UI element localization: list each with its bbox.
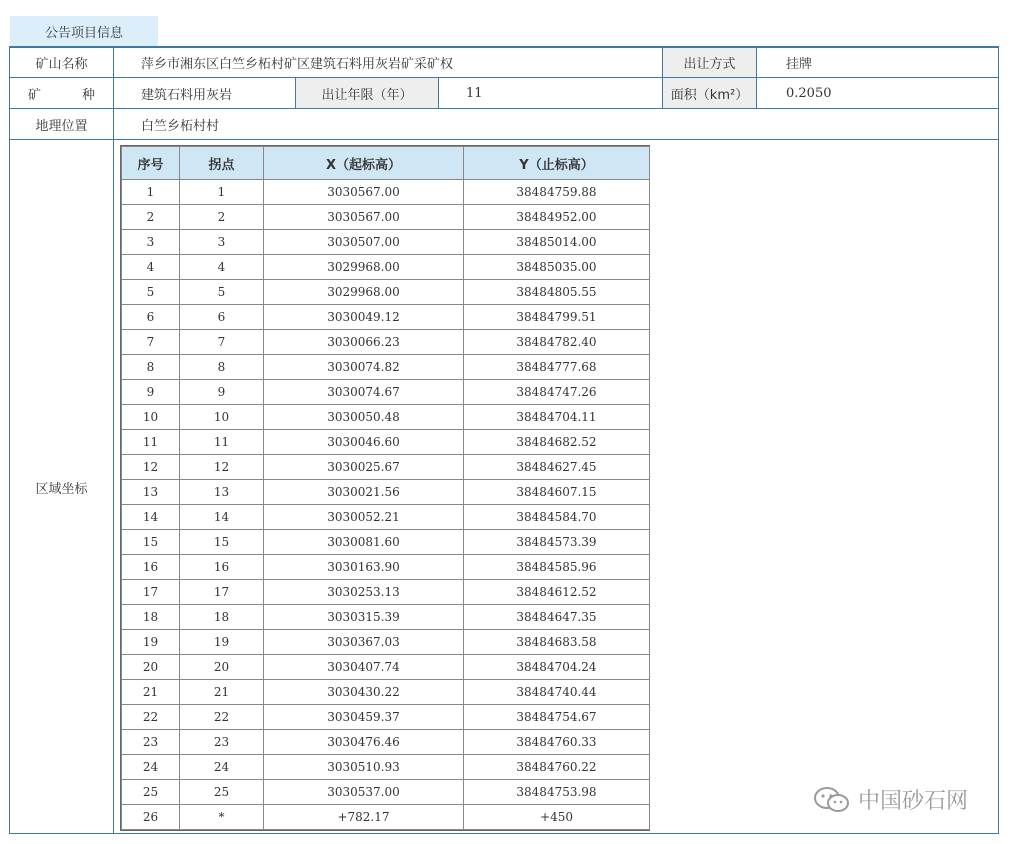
- cell-point: 19: [180, 630, 264, 655]
- table-row: [122, 430, 650, 455]
- cell-seq: 15: [122, 530, 180, 555]
- cell-y: 38484805.55: [464, 280, 650, 305]
- cell-y: 38484760.22: [464, 755, 650, 780]
- table-row: [122, 480, 650, 505]
- watermark: [812, 784, 968, 815]
- cell-x: 3030253.13: [264, 580, 464, 605]
- cell-y: 38484607.15: [464, 480, 650, 505]
- cell-x: 3029968.00: [264, 280, 464, 305]
- col-divider: [113, 48, 114, 834]
- cell-seq: 4: [122, 255, 180, 280]
- table-row: [122, 605, 650, 630]
- table-row: [122, 705, 650, 730]
- cell-seq: 17: [122, 580, 180, 605]
- table-row: [122, 580, 650, 605]
- table-row: [122, 680, 650, 705]
- cell-y: 38484612.52: [464, 580, 650, 605]
- cell-point: 6: [180, 305, 264, 330]
- cell-seq: 1: [122, 180, 180, 205]
- term-value: 11: [466, 85, 483, 101]
- cell-x: 3030510.93: [264, 755, 464, 780]
- table-row: [122, 180, 650, 205]
- cell-y: 38484627.45: [464, 455, 650, 480]
- cell-seq: 11: [122, 430, 180, 455]
- cell-y: 38484647.35: [464, 605, 650, 630]
- cell-y: 38484760.33: [464, 730, 650, 755]
- cell-point: 4: [180, 255, 264, 280]
- cell-point: 21: [180, 680, 264, 705]
- mineral-label-part: 种: [81, 87, 95, 103]
- cell-x: 3030066.23: [264, 330, 464, 355]
- cell-seq: 13: [122, 480, 180, 505]
- cell-point: 16: [180, 555, 264, 580]
- coordinate-table: [120, 145, 650, 831]
- cell-y: 38485035.00: [464, 255, 650, 280]
- cell-y: 38484759.88: [464, 180, 650, 205]
- cell-x: 3030074.82: [264, 355, 464, 380]
- cell-point: 5: [180, 280, 264, 305]
- tab-project-info[interactable]: 公告项目信息: [10, 16, 158, 46]
- cell-seq: 20: [122, 655, 180, 680]
- cell-x: 3029968.00: [264, 255, 464, 280]
- cell-x: 3030430.22: [264, 680, 464, 705]
- coordinate-table-grid: [121, 146, 650, 830]
- cell-x: 3030567.00: [264, 180, 464, 205]
- table-row: [122, 355, 650, 380]
- area-label: 面积（km²）: [663, 78, 756, 108]
- cell-point: 12: [180, 455, 264, 480]
- cell-point: 9: [180, 380, 264, 405]
- area-value: 0.2050: [786, 85, 832, 101]
- cell-point: 24: [180, 755, 264, 780]
- coordinate-table-body: [122, 180, 650, 830]
- cell-point: 18: [180, 605, 264, 630]
- table-row: [122, 255, 650, 280]
- table-row: [122, 380, 650, 405]
- table-row: [122, 655, 650, 680]
- cell-x: 3030163.90: [264, 555, 464, 580]
- cell-point: 15: [180, 530, 264, 555]
- col-divider: [756, 48, 757, 108]
- cell-point: 1: [180, 180, 264, 205]
- cell-seq: 12: [122, 455, 180, 480]
- cell-y: 38485014.00: [464, 230, 650, 255]
- header-x: X（起标高）: [264, 147, 464, 180]
- cell-x: 3030367.03: [264, 630, 464, 655]
- cell-seq: 18: [122, 605, 180, 630]
- cell-x: 3030025.67: [264, 455, 464, 480]
- cell-seq: 21: [122, 680, 180, 705]
- table-row: [122, 230, 650, 255]
- coords-label: 区域坐标: [35, 481, 88, 497]
- cell-seq: 25: [122, 780, 180, 805]
- mine-name-value: 萍乡市湘东区白竺乡柘村矿区建筑石料用灰岩矿采矿权: [141, 57, 454, 72]
- cell-x: 3030046.60: [264, 430, 464, 455]
- cell-x: 3030081.60: [264, 530, 464, 555]
- cell-seq: 2: [122, 205, 180, 230]
- cell-x: 3030537.00: [264, 780, 464, 805]
- cell-y: 38484740.44: [464, 680, 650, 705]
- coordinate-table-header: [122, 147, 650, 180]
- row-divider: [10, 139, 998, 140]
- cell-seq: 3: [122, 230, 180, 255]
- cell-y: 38484782.40: [464, 330, 650, 355]
- wechat-icon: [812, 785, 852, 815]
- cell-point: 11: [180, 430, 264, 455]
- cell-y: 38484753.98: [464, 780, 650, 805]
- cell-point: 23: [180, 730, 264, 755]
- header-point: 拐点: [180, 147, 264, 180]
- cell-x: 3030021.56: [264, 480, 464, 505]
- cell-y: 38484704.11: [464, 405, 650, 430]
- cell-seq: 22: [122, 705, 180, 730]
- cell-x: 3030507.00: [264, 230, 464, 255]
- col-divider: [438, 77, 439, 108]
- cell-x: 3030407.74: [264, 655, 464, 680]
- table-row: [122, 330, 650, 355]
- cell-x: 3030074.67: [264, 380, 464, 405]
- cell-point: *: [180, 805, 264, 830]
- cell-seq: 16: [122, 555, 180, 580]
- cell-point: 2: [180, 205, 264, 230]
- cell-y: 38484952.00: [464, 205, 650, 230]
- mineral-value: 建筑石料用灰岩: [141, 87, 233, 103]
- table-row: [122, 730, 650, 755]
- cell-seq: 8: [122, 355, 180, 380]
- cell-x: 3030459.37: [264, 705, 464, 730]
- cell-y: 38484682.52: [464, 430, 650, 455]
- cell-seq: 24: [122, 755, 180, 780]
- cell-seq: 19: [122, 630, 180, 655]
- location-value: 白竺乡柘村村: [141, 118, 220, 134]
- table-row: [122, 630, 650, 655]
- cell-seq: 5: [122, 280, 180, 305]
- table-row: [122, 530, 650, 555]
- transfer-method-label: 出让方式: [663, 48, 756, 77]
- cell-y: 38484573.39: [464, 530, 650, 555]
- header-seq: 序号: [122, 147, 180, 180]
- table-row: [122, 780, 650, 805]
- mineral-label-part: 矿: [28, 87, 42, 103]
- table-row: [122, 505, 650, 530]
- cell-point: 17: [180, 580, 264, 605]
- cell-x: 3030476.46: [264, 730, 464, 755]
- term-label: 出让年限（年）: [296, 78, 438, 108]
- cell-seq: 9: [122, 380, 180, 405]
- cell-x: +782.17: [264, 805, 464, 830]
- table-row: [122, 755, 650, 780]
- transfer-method-value: 挂牌: [786, 57, 813, 72]
- cell-x: 3030050.48: [264, 405, 464, 430]
- table-row: [122, 280, 650, 305]
- cell-y: 38484585.96: [464, 555, 650, 580]
- cell-point: 3: [180, 230, 264, 255]
- cell-y: 38484683.58: [464, 630, 650, 655]
- cell-point: 10: [180, 405, 264, 430]
- table-row: [122, 455, 650, 480]
- table-row: [122, 205, 650, 230]
- cell-point: 22: [180, 705, 264, 730]
- cell-y: 38484777.68: [464, 355, 650, 380]
- cell-point: 14: [180, 505, 264, 530]
- cell-x: 3030567.00: [264, 205, 464, 230]
- cell-seq: 7: [122, 330, 180, 355]
- watermark-text: 中国砂石网: [858, 789, 969, 814]
- cell-y: 38484799.51: [464, 305, 650, 330]
- cell-point: 8: [180, 355, 264, 380]
- cell-x: 3030049.12: [264, 305, 464, 330]
- cell-y: 38484584.70: [464, 505, 650, 530]
- cell-point: 20: [180, 655, 264, 680]
- table-row: [122, 805, 650, 830]
- mineral-label: [10, 78, 113, 108]
- cell-seq: 6: [122, 305, 180, 330]
- cell-y: 38484754.67: [464, 705, 650, 730]
- cell-seq: 26: [122, 805, 180, 830]
- info-table: [9, 46, 999, 834]
- cell-x: 3030315.39: [264, 605, 464, 630]
- cell-point: 7: [180, 330, 264, 355]
- cell-seq: 10: [122, 405, 180, 430]
- cell-y: 38484747.26: [464, 380, 650, 405]
- location-label: 地理位置: [35, 118, 88, 134]
- table-row: [122, 305, 650, 330]
- cell-point: 13: [180, 480, 264, 505]
- table-row: [122, 555, 650, 580]
- cell-seq: 23: [122, 730, 180, 755]
- mine-name-label: 矿山名称: [35, 57, 88, 72]
- table-row: [122, 405, 650, 430]
- cell-y: 38484704.24: [464, 655, 650, 680]
- cell-y: +450: [464, 805, 650, 830]
- cell-seq: 14: [122, 505, 180, 530]
- cell-x: 3030052.21: [264, 505, 464, 530]
- cell-point: 25: [180, 780, 264, 805]
- header-y: Y（止标高）: [464, 147, 650, 180]
